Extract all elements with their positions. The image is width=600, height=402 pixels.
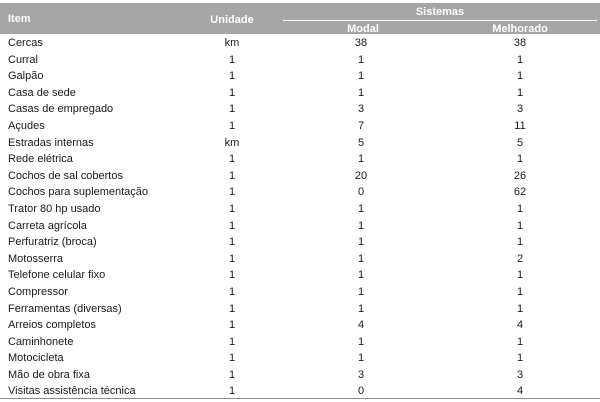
table-row xyxy=(0,267,600,284)
cell-unidade: 1 xyxy=(228,103,236,116)
cell-melhorado: 11 xyxy=(514,119,526,132)
cell-item: Casas de empregado xyxy=(8,103,114,116)
cell-unidade: 1 xyxy=(228,385,236,398)
cell-modal: 5 xyxy=(357,136,365,149)
table-row xyxy=(0,118,600,135)
cell-unidade: 1 xyxy=(228,86,236,99)
cell-melhorado: 38 xyxy=(513,37,527,49)
cell-unidade: 1 xyxy=(228,368,236,381)
cell-item: Galpão xyxy=(8,70,44,83)
cell-melhorado: 1 xyxy=(516,202,524,215)
cell-unidade: 1 xyxy=(228,169,236,182)
table-row xyxy=(0,218,600,235)
cell-item: Caminhonete xyxy=(8,335,74,348)
cell-melhorado: 5 xyxy=(516,136,524,149)
header-unidade: Unidade xyxy=(210,14,254,26)
cell-modal: 1 xyxy=(357,236,365,249)
cell-modal: 1 xyxy=(357,153,365,166)
cell-unidade: km xyxy=(224,136,240,149)
table-row xyxy=(0,151,600,168)
header-divider xyxy=(283,20,597,21)
header-item: Item xyxy=(8,13,31,25)
cell-item: Trator 80 hp usado xyxy=(8,202,101,215)
cell-item: Visitas assistência técnica xyxy=(8,385,136,398)
cell-unidade: 1 xyxy=(228,202,236,215)
cell-item: Cercas xyxy=(8,37,43,49)
cell-modal: 1 xyxy=(357,285,365,298)
cell-modal: 4 xyxy=(357,319,365,332)
cell-modal: 38 xyxy=(354,37,368,49)
cell-modal: 1 xyxy=(357,252,365,265)
cell-modal: 0 xyxy=(357,186,365,199)
cell-melhorado: 1 xyxy=(516,352,524,365)
cell-item: Motosserra xyxy=(8,252,64,265)
cell-unidade: 1 xyxy=(228,219,236,232)
cell-unidade: 1 xyxy=(228,153,236,166)
cell-unidade: 1 xyxy=(228,269,236,282)
cell-item: Rede elétrica xyxy=(8,153,73,166)
cell-unidade: 1 xyxy=(228,53,236,66)
cell-unidade: 1 xyxy=(228,285,236,298)
cell-melhorado: 1 xyxy=(516,285,524,298)
cell-item: Cochos de sal cobertos xyxy=(8,169,123,182)
cell-melhorado: 1 xyxy=(516,153,524,166)
cell-item: Açudes xyxy=(8,119,45,132)
cell-modal: 1 xyxy=(357,70,365,83)
header-sistemas: Sistemas xyxy=(415,6,465,18)
cell-item: Casa de sede xyxy=(8,86,76,99)
cell-melhorado: 3 xyxy=(516,368,524,381)
cell-unidade: 1 xyxy=(228,186,236,199)
table-row xyxy=(0,251,600,268)
cell-modal: 1 xyxy=(357,53,365,66)
cell-modal: 1 xyxy=(357,219,365,232)
cell-modal: 1 xyxy=(357,269,365,282)
cell-unidade: 1 xyxy=(228,252,236,265)
cell-melhorado: 1 xyxy=(516,70,524,83)
header-melhorado: Melhorado xyxy=(492,23,548,35)
table-row xyxy=(0,68,600,85)
cell-modal: 1 xyxy=(357,352,365,365)
cell-unidade: km xyxy=(224,37,240,49)
cell-item: Estradas internas xyxy=(8,136,94,149)
table-row xyxy=(0,334,600,351)
cell-modal: 1 xyxy=(357,202,365,215)
cell-unidade: 1 xyxy=(228,352,236,365)
cell-item: Arreios completos xyxy=(8,319,97,332)
cell-item: Compressor xyxy=(8,285,68,298)
cell-item: Telefone celular fixo xyxy=(8,269,106,282)
table-row xyxy=(0,168,600,185)
table-row xyxy=(0,201,600,218)
cell-melhorado: 4 xyxy=(516,385,524,398)
cell-unidade: 1 xyxy=(228,236,236,249)
cell-unidade: 1 xyxy=(228,335,236,348)
cell-melhorado: 1 xyxy=(516,335,524,348)
cell-item: Ferramentas (diversas) xyxy=(8,302,122,315)
table-row xyxy=(0,35,600,52)
cell-item: Motocicleta xyxy=(8,352,64,365)
cell-item: Curral xyxy=(8,53,38,66)
cell-melhorado: 1 xyxy=(516,86,524,99)
cell-melhorado: 26 xyxy=(513,169,527,182)
cell-item: Cochos para suplementação xyxy=(8,186,149,199)
cell-melhorado: 1 xyxy=(516,53,524,66)
cell-melhorado: 1 xyxy=(516,219,524,232)
cell-modal: 1 xyxy=(357,86,365,99)
table-row xyxy=(0,101,600,118)
table-row xyxy=(0,301,600,318)
cell-item: Mão de obra fixa xyxy=(8,368,90,381)
cell-melhorado: 4 xyxy=(516,319,524,332)
header-modal: Modal xyxy=(347,23,379,35)
cell-modal: 3 xyxy=(357,103,365,116)
cell-unidade: 1 xyxy=(228,319,236,332)
cell-modal: 7 xyxy=(357,119,365,132)
cell-item: Carreta agrícola xyxy=(8,219,87,232)
cell-melhorado: 3 xyxy=(516,103,524,116)
cell-modal: 1 xyxy=(357,335,365,348)
cell-melhorado: 1 xyxy=(516,269,524,282)
table-body xyxy=(0,35,600,400)
table-row xyxy=(0,367,600,384)
cell-melhorado: 1 xyxy=(516,236,524,249)
cell-modal: 0 xyxy=(357,385,365,398)
bottom-rule xyxy=(0,398,600,399)
table-row xyxy=(0,350,600,367)
table-row xyxy=(0,52,600,69)
cell-unidade: 1 xyxy=(228,119,236,132)
cell-modal: 1 xyxy=(357,302,365,315)
table-row xyxy=(0,184,600,201)
cell-melhorado: 62 xyxy=(513,186,527,199)
cell-melhorado: 2 xyxy=(516,252,524,265)
table-row xyxy=(0,85,600,102)
table-row xyxy=(0,234,600,251)
cell-unidade: 1 xyxy=(228,302,236,315)
cell-modal: 20 xyxy=(354,169,368,182)
table-row xyxy=(0,317,600,334)
cell-unidade: 1 xyxy=(228,70,236,83)
cell-modal: 3 xyxy=(357,368,365,381)
table-header xyxy=(0,3,600,34)
cell-item: Perfuratriz (broca) xyxy=(8,236,97,249)
cell-melhorado: 1 xyxy=(516,302,524,315)
table-row xyxy=(0,284,600,301)
table-row xyxy=(0,135,600,152)
